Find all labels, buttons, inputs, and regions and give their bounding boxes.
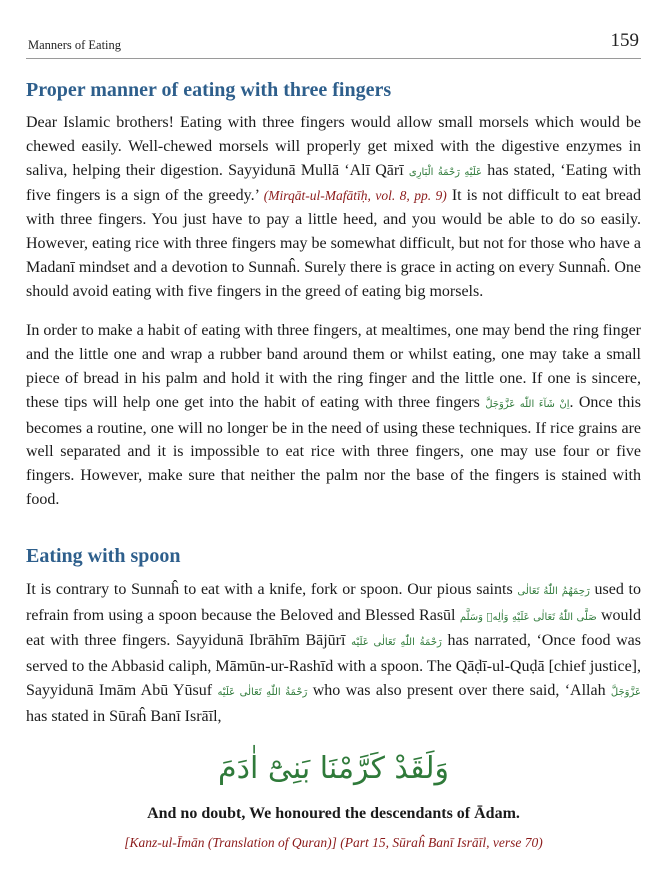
paragraph-text: . Once this becomes a routine, one will no longer be in the need of using these techniques. If rice grains are well separated and it is impossible to eat rice with three fingers, one may use four or five fingers. However, make sure that neither the palm nor the base of the fingers is stained with food. xyxy=(26,393,642,508)
paragraph-three-fingers-2 xyxy=(26,319,641,511)
arabic-honorific: رَحْمَةُ اللّٰهِ تَعَالٰی عَلَیْه xyxy=(217,686,308,698)
paragraph-text: It is contrary to Sunnaĥ to eat with a knife, fork or spoon. Our pious saints xyxy=(26,580,518,598)
paragraph-text: has stated in Sūraĥ Banī Isrāīl, xyxy=(26,707,222,725)
paragraph-text: In order to make a habit of eating with three fingers, at mealtimes, one may bend the ring finger and the little one and wrap a rubber band around them or whilst eating, one may take a small piece of bread in his palm and hold it with the ring finger and the little one. If one is sincere, these tips will help one get into the habit of eating with three fingers xyxy=(26,322,641,411)
arabic-honorific: اِنْ شَآءَ اللّٰه عَزَّوَجَلَّ xyxy=(485,398,570,410)
paragraph-text: Dear Islamic brothers! Eating with three fingers would allow small morsels which would be chewed easily. Well-chewed morsels will properly get mixed with the digestive enzymes in saliva, helping their digestion. Sayyidunā Mullā ‘Alī Qārī xyxy=(26,114,641,179)
arabic-honorific: رَحِمَهُمُ اللّٰهُ تَعَالٰی xyxy=(517,585,590,597)
paragraph-text: who was also present over there said, ‘Allah xyxy=(307,681,611,699)
arabic-honorific: عَزَّوَجَلَّ xyxy=(610,686,641,698)
paragraph-spoon xyxy=(26,578,641,729)
section-heading-spoon: Eating with spoon xyxy=(26,544,181,567)
paragraph-text: has narrated, ‘Once food was served to the Abbasid caliph, Māmūn-ur-Rashīd with a spoon. The Qāḍī-ul-Quḍā [chief justice], Sayyidunā Imām Abū Yūsuf xyxy=(26,632,642,699)
paragraph-text: would eat with three fingers. Sayyidunā Ibrāhīm Bājūrī xyxy=(26,606,641,650)
paragraph-text: used to refrain from using a spoon because the Beloved and Blessed Rasūl xyxy=(26,580,642,624)
chapter-title: Manners of Eating xyxy=(28,38,122,52)
paragraph-text: has stated, ‘Eating with five fingers is a sign of the greedy.’ xyxy=(26,161,642,205)
arabic-honorific: عَلَیْهِ رَحْمَةُ الْبَارِی xyxy=(408,166,483,178)
page-number: 159 xyxy=(610,30,639,51)
paragraph-text: It is not difficult to eat bread with three fingers. You just have to pay a little heed, and you would be able to do so easily. However, eating rice with three fingers may be somewhat difficult, but not for those who have a Madanī mindset and a devotion to Sunnaĥ. Surely there is grace in acting on every Sunnaĥ. One should avoid eating with five fingers in the greed of eating big morsels. xyxy=(26,187,641,300)
page-body xyxy=(26,72,641,853)
citation: (Mirqāt-ul-Mafātīḥ, vol. 8, pp. 9) xyxy=(263,188,447,204)
quran-verse-arabic: وَلَقَدْ كَرَّمْنَا بَنِیْٓ اٰدَمَ xyxy=(218,750,449,786)
arabic-honorific: صَلَّی اللّٰهُ تَعَالٰی عَلَیْهِ وَاٰلِهٖ وَسَلَّم xyxy=(459,611,597,623)
quran-verse-translation: And no doubt, We honoured the descendants of Ādam. xyxy=(147,804,520,822)
paragraph-three-fingers-1 xyxy=(26,111,641,303)
arabic-honorific: رَحْمَةُ اللّٰهِ تَعَالٰی عَلَیْه xyxy=(351,637,442,649)
quran-verse-reference: [Kanz-ul-Īmān (Translation of Quran)] (Part 15, Sūraĥ Banī Isrāīl, verse 70) xyxy=(124,834,543,850)
section-heading-three-fingers: Proper manner of eating with three fingers xyxy=(26,79,392,101)
running-header xyxy=(26,28,641,59)
